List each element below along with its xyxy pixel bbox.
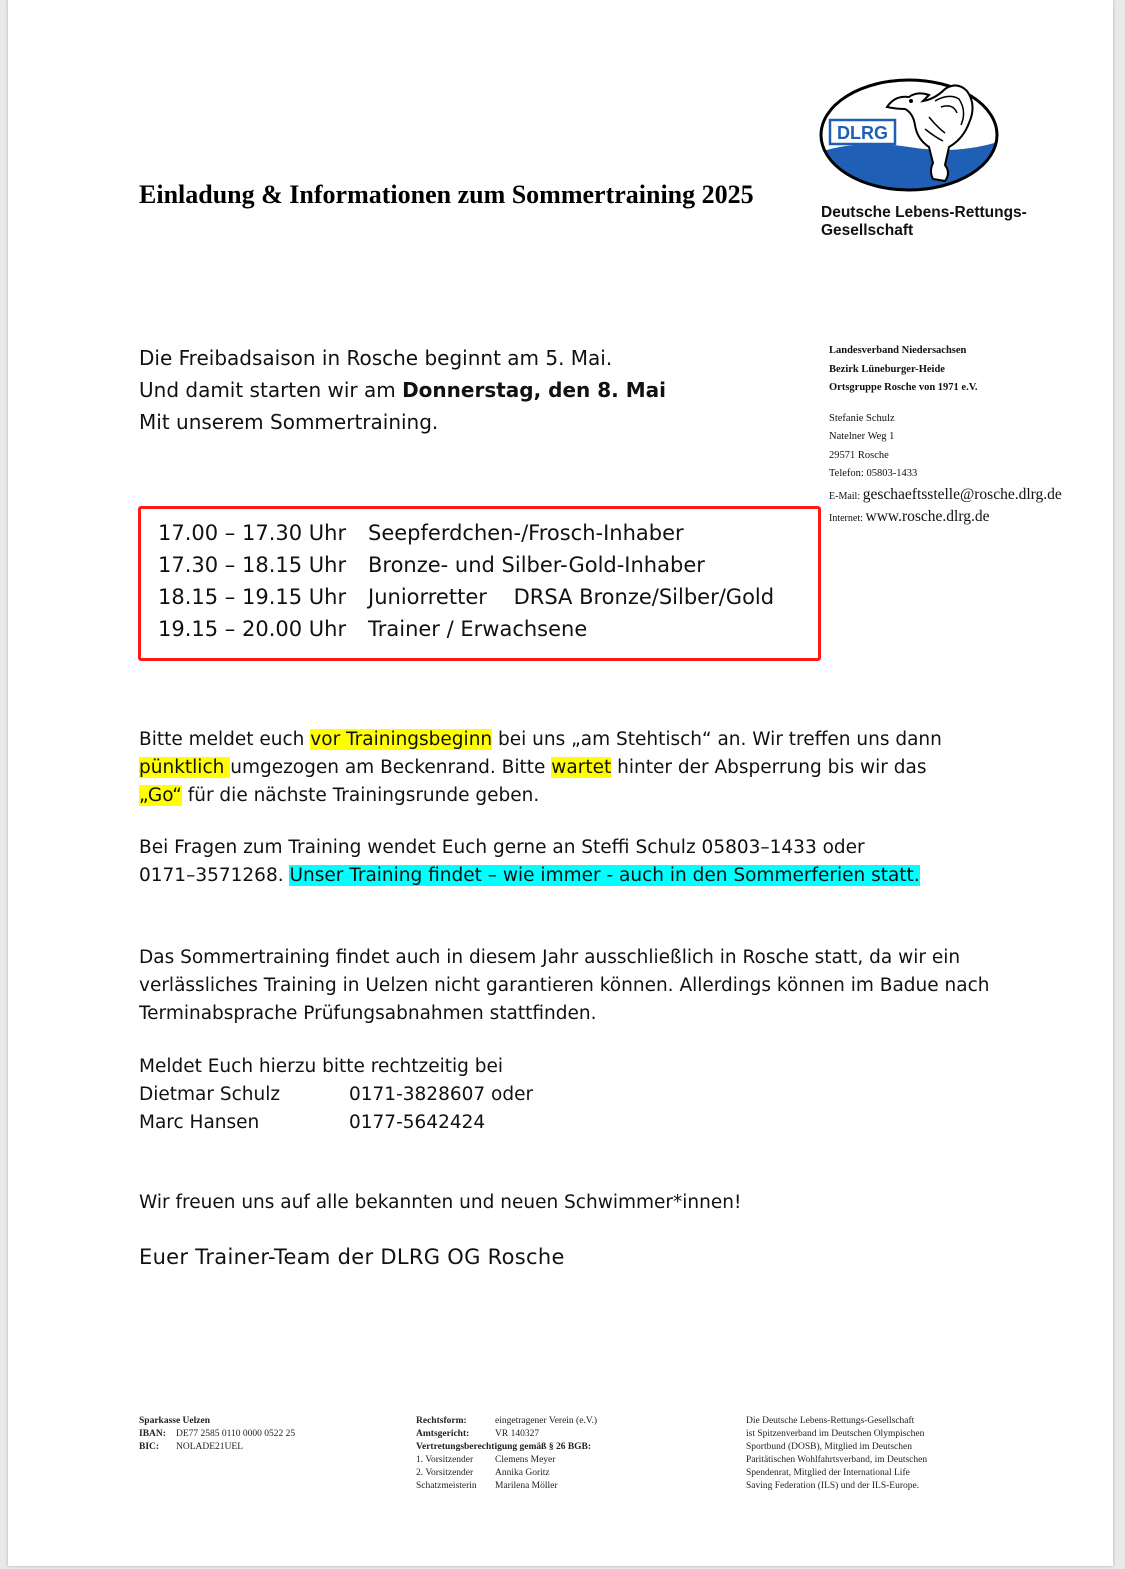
contact-row xyxy=(139,1081,533,1109)
footer-about xyxy=(746,1415,927,1493)
footer-bank xyxy=(139,1415,295,1454)
schedule-row xyxy=(158,617,587,641)
email-link[interactable]: geschaeftsstelle@rosche.dlrg.de xyxy=(862,485,1062,503)
schedule-group: Juniorretter DRSA Bronze/Silber/Gold xyxy=(368,585,775,609)
about-line: Spendenrat, Mitglied der International Life xyxy=(746,1468,910,1478)
text-line: verlässliches Training in Uelzen nicht garantieren können. Allerdings können im Badue nach xyxy=(139,975,990,996)
sidebar-ortsgruppe: Ortsgruppe Rosche von 1971 e.V. xyxy=(829,382,978,393)
text-line: Das Sommertraining findet auch in diesem Jahr ausschließlich in Rosche statt, da wir ein xyxy=(139,947,961,968)
intro-date-bold: Donnerstag, den 8. Mai xyxy=(402,378,666,402)
schedule-group: Bronze- und Silber-Gold-Inhaber xyxy=(368,553,705,577)
v2-name: Annika Goritz xyxy=(495,1468,550,1478)
text-span: Bitte meldet euch xyxy=(139,729,311,750)
schedule-group: Trainer / Erwachsene xyxy=(368,617,588,641)
sidebar-street: Natelner Weg 1 xyxy=(829,431,895,442)
treasurer-name: Marilena Möller xyxy=(495,1481,558,1491)
org-name-line1: Deutsche Lebens-Rettungs- xyxy=(821,204,1027,221)
footer-legal xyxy=(416,1415,597,1493)
about-line: Sportbund (DOSB), Mitglied im Deutschen xyxy=(746,1442,912,1452)
text-span: 0171–3571268. xyxy=(139,865,290,886)
schedule-time: 17.00 – 17.30 Uhr xyxy=(158,521,347,545)
bic-value: NOLADE21UEL xyxy=(176,1442,244,1452)
v2-label: 2. Vorsitzender xyxy=(416,1468,474,1478)
website-link[interactable]: www.rosche.dlrg.de xyxy=(865,508,990,525)
text-line: Bei Fragen zum Training wendet Euch gerne an Steffi Schulz 05803–1433 oder xyxy=(139,837,865,858)
sidebar-contact-name: Stefanie Schulz xyxy=(829,412,895,424)
email-label: E-Mail: xyxy=(829,490,861,502)
text-line: Terminabsprache Prüfungsabnahmen stattfinden. xyxy=(139,1003,597,1024)
bic-label: BIC: xyxy=(139,1442,160,1452)
amtsgericht-label: Amtsgericht: xyxy=(416,1429,470,1439)
sidebar-address xyxy=(829,342,1062,529)
text-span: für die nächste Trainingsrunde geben. xyxy=(181,785,540,806)
paragraph-checkin xyxy=(139,726,942,810)
contact-phone: 0177-5642424 xyxy=(349,1112,486,1133)
v1-label: 1. Vorsitzender xyxy=(416,1455,474,1465)
contacts-intro: Meldet Euch hierzu bitte rechtzeitig bei xyxy=(139,1056,504,1077)
org-name-line2: Gesellschaft xyxy=(821,222,914,239)
rechtsform-value: eingetragener Verein (e.V.) xyxy=(495,1416,597,1426)
contact-row xyxy=(139,1109,533,1137)
document-page xyxy=(8,0,1113,1566)
highlight-yellow: wartet xyxy=(551,757,612,778)
logo-text: DLRG xyxy=(837,123,888,143)
signature: Euer Trainer-Team der DLRG OG Rosche xyxy=(139,1245,565,1269)
iban-label: IBAN: xyxy=(139,1429,166,1439)
iban-value: DE77 2585 0110 0000 0522 25 xyxy=(176,1429,296,1439)
about-line: Die Deutsche Lebens-Rettungs-Gesellschaft xyxy=(746,1416,915,1426)
intro-line: Die Freibadsaison in Rosche beginnt am 5. Mai. xyxy=(139,346,613,370)
highlight-yellow: vor Trainingsbeginn xyxy=(310,729,493,750)
contact-name: Marc Hansen xyxy=(139,1112,260,1133)
schedule-group: Seepferdchen-/Frosch-Inhaber xyxy=(368,521,684,545)
sidebar-bezirk: Bezirk Lüneburger-Heide xyxy=(829,363,945,375)
sidebar-phone: Telefon: 05803-1433 xyxy=(829,468,918,479)
schedule-time: 19.15 – 20.00 Uhr xyxy=(158,617,347,641)
contact-phone: 0171-3828607 oder xyxy=(349,1084,534,1105)
intro-line2-prefix: Und damit starten wir am xyxy=(139,378,403,402)
closing-text: Wir freuen uns auf alle bekannten und neuen Schwimmer*innen! xyxy=(139,1192,742,1213)
page-title: Einladung & Informationen zum Sommertraining 2025 xyxy=(139,180,754,209)
highlight-cyan: Unser Training findet – wie immer - auch in den Sommerferien statt. xyxy=(289,865,920,886)
schedule-row xyxy=(158,521,684,545)
text-span: bei uns „am Stehtisch“ an. Wir treffen uns dann xyxy=(492,729,942,750)
treasurer-label: Schatzmeisterin xyxy=(416,1481,477,1491)
intro-text xyxy=(139,342,666,438)
amtsgericht-value: VR 140327 xyxy=(495,1429,540,1439)
rechtsform-label: Rechtsform: xyxy=(416,1416,467,1426)
sidebar-city: 29571 Rosche xyxy=(829,449,889,461)
schedule-time: 17.30 – 18.15 Uhr xyxy=(158,553,347,577)
paragraph-location xyxy=(139,944,990,1028)
text-span: hinter der Absperrung bis wir das xyxy=(611,757,927,778)
schedule-box xyxy=(138,506,821,661)
org-name xyxy=(821,204,1027,240)
intro-line: Mit unserem Sommertraining. xyxy=(139,410,439,434)
schedule-row xyxy=(158,553,705,577)
highlight-yellow: „Go“ xyxy=(139,785,182,806)
about-line: Paritätischen Wohlfahrtsverband, im Deutschen xyxy=(746,1455,928,1465)
text-span: umgezogen am Beckenrand. Bitte xyxy=(230,757,552,778)
vertretung-heading: Vertretungsberechtigung gemäß § 26 BGB: xyxy=(416,1442,592,1452)
schedule-time: 18.15 – 19.15 Uhr xyxy=(158,585,347,609)
v1-name: Clemens Meyer xyxy=(495,1455,556,1465)
contacts-block xyxy=(139,1053,533,1137)
dlrg-logo-icon xyxy=(817,77,1001,193)
highlight-yellow: pünktlich xyxy=(139,757,231,778)
bank-name: Sparkasse Uelzen xyxy=(139,1416,210,1426)
sidebar-landesverband: Landesverband Niedersachsen xyxy=(829,345,967,356)
about-line: Saving Federation (ILS) und der ILS-Europe. xyxy=(746,1481,920,1491)
web-label: Internet: xyxy=(829,513,863,524)
paragraph-questions xyxy=(139,834,920,890)
schedule-row xyxy=(158,585,774,609)
intro-line xyxy=(139,374,666,406)
about-line: ist Spitzenverband im Deutschen Olympischen xyxy=(746,1429,925,1439)
contact-name: Dietmar Schulz xyxy=(139,1084,281,1105)
